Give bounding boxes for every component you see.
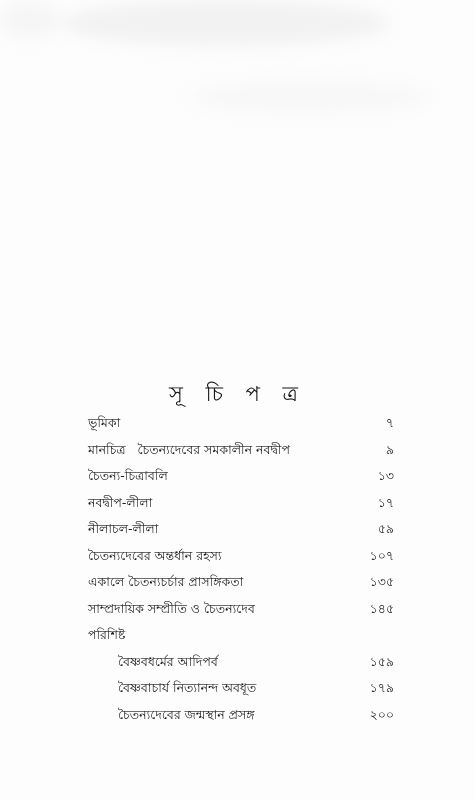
toc-subentry <box>88 679 394 706</box>
scan-smudge <box>190 80 430 114</box>
toc-entry-page: ১৫৯ <box>369 653 394 669</box>
toc-entry-page: ৭ <box>385 415 394 430</box>
toc-entry-page: ১৭৯ <box>369 680 394 695</box>
toc-entry-page: ১৭ <box>377 494 394 510</box>
toc-entry-title: চৈতন্যদেবের জন্মস্থান প্রসঙ্গ <box>118 706 255 722</box>
toc-entry <box>88 520 394 547</box>
scan-smudge <box>60 0 390 46</box>
toc-entry-page: ১৩ <box>377 468 394 483</box>
scan-smudge <box>0 0 60 40</box>
toc-entry <box>88 600 394 627</box>
toc-heading: সূ চি প ত্র <box>169 382 306 406</box>
toc-entry <box>88 494 394 521</box>
toc-entry-page: ১৩৫ <box>369 574 394 589</box>
toc-entry-title: একালে চৈতন্যচর্চার প্রাসঙ্গিকতা <box>88 574 244 589</box>
toc-entry-title: মানচিত্র চৈতন্যদেবের সমকালীন নবদ্বীপ <box>88 441 290 457</box>
toc-entry-title: চৈতন্যদেবের অন্তর্ধান রহস্য <box>88 547 222 563</box>
toc-subentry <box>88 706 394 733</box>
toc-entry <box>88 414 394 441</box>
toc-entry-title: নীলাচল-লীলা <box>88 521 159 536</box>
toc-list <box>88 414 394 732</box>
toc-entry <box>88 441 394 468</box>
toc-entry-page: ১০৭ <box>369 547 394 563</box>
toc-entry-page: ৯ <box>385 441 394 457</box>
toc-entry <box>88 467 394 494</box>
toc-entry-title: চৈতন্য-চিত্রাবলি <box>88 468 168 483</box>
toc-subentry <box>88 653 394 680</box>
toc-entry-page: ৫৯ <box>377 521 394 536</box>
toc-entry-title: নবদ্বীপ-লীলা <box>88 494 153 510</box>
toc-entry-page: ১৪৫ <box>369 600 394 616</box>
toc-entry <box>88 573 394 600</box>
toc-section-title: পরিশিষ্ট <box>88 627 126 642</box>
toc-entry-title: বৈষ্ণবাচার্য নিত্যানন্দ অবধূত <box>118 680 257 695</box>
toc-entry-title: বৈষ্ণবধর্মের আদিপর্ব <box>118 653 218 669</box>
toc-entry <box>88 626 394 653</box>
toc-entry-title: সাম্প্রদায়িক সম্প্রীতি ও চৈতন্যদেব <box>88 600 255 616</box>
toc-entry <box>88 547 394 574</box>
toc-entry-page: ২০০ <box>369 706 394 722</box>
toc-entry-title: ভূমিকা <box>88 415 121 430</box>
